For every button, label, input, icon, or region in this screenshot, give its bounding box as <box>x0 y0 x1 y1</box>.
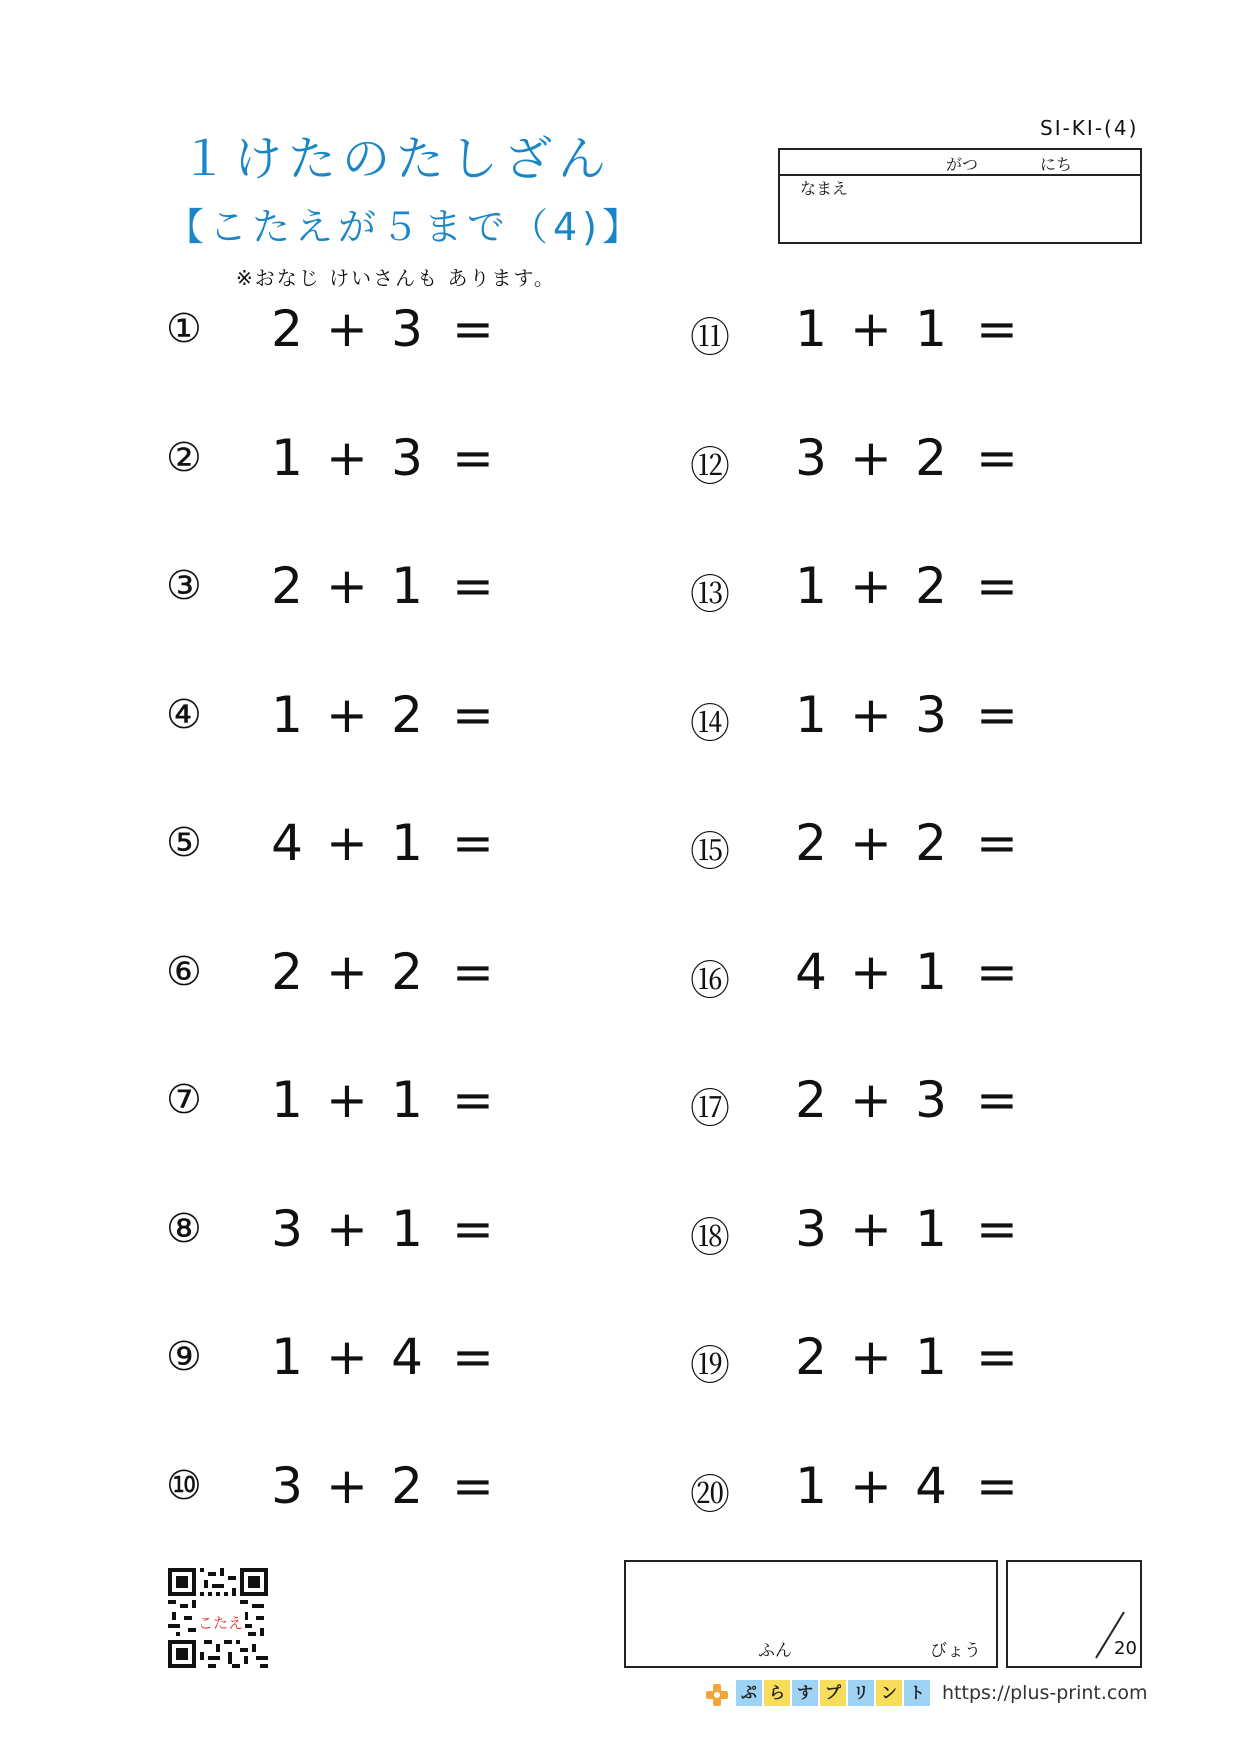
equals-sign: = <box>452 814 494 872</box>
second-addend: 1 <box>915 1328 947 1386</box>
name-label: なまえ <box>800 179 849 198</box>
second-addend: 1 <box>391 1200 423 1258</box>
brand-tile: ら <box>764 1680 790 1706</box>
equals-sign: = <box>452 1200 494 1258</box>
equals-sign: = <box>976 814 1018 872</box>
problem-number: ③ <box>166 563 202 609</box>
plus-sign: + <box>326 429 368 487</box>
first-addend: 3 <box>795 1200 827 1258</box>
brand-tile: プ <box>820 1680 846 1706</box>
score-box[interactable] <box>1006 1560 1142 1668</box>
second-addend: 3 <box>391 429 423 487</box>
equals-sign: = <box>976 943 1018 1001</box>
problem-number: ① <box>166 306 202 352</box>
first-addend: 1 <box>795 1457 827 1515</box>
equals-sign: = <box>976 1200 1018 1258</box>
brand-name-tiles <box>736 1680 932 1706</box>
second-addend: 2 <box>391 943 423 1001</box>
plus-sign: + <box>326 1071 368 1129</box>
equals-sign: = <box>452 1328 494 1386</box>
second-addend: 1 <box>915 943 947 1001</box>
problem-number: ⑫ <box>690 444 730 490</box>
brand-tile: リ <box>848 1680 874 1706</box>
problem-number: ⑦ <box>166 1077 202 1123</box>
plus-sign: + <box>326 686 368 744</box>
time-box[interactable] <box>624 1560 998 1668</box>
problem-number: ⑯ <box>690 958 730 1004</box>
equals-sign: = <box>976 1457 1018 1515</box>
first-addend: 3 <box>271 1200 303 1258</box>
equals-sign: = <box>452 686 494 744</box>
plus-sign: + <box>850 1200 892 1258</box>
first-addend: 2 <box>271 943 303 1001</box>
plus-sign: + <box>326 1200 368 1258</box>
worksheet-code: SI-KI-(4) <box>1040 116 1139 140</box>
second-addend: 1 <box>391 1071 423 1129</box>
plus-sign: + <box>850 943 892 1001</box>
minutes-label: ふん <box>758 1641 792 1661</box>
problem-number: ⑥ <box>166 949 202 995</box>
plus-sign: + <box>326 1328 368 1386</box>
brand-tile: ト <box>904 1680 930 1706</box>
equals-sign: = <box>452 943 494 1001</box>
first-addend: 2 <box>795 814 827 872</box>
worksheet-subtitle: 【こたえが５まで（4)】 <box>166 205 646 249</box>
problem-number: ⑱ <box>690 1215 730 1261</box>
problem-number: ⑬ <box>690 572 730 618</box>
problem-number: ⑩ <box>166 1463 202 1509</box>
first-addend: 1 <box>795 557 827 615</box>
worksheet-title: １けたのたしざん <box>180 131 613 187</box>
equals-sign: = <box>452 557 494 615</box>
problem-number: ⑳ <box>690 1472 730 1518</box>
equals-sign: = <box>452 429 494 487</box>
worksheet-note: ※おなじ けいさんも あります。 <box>236 266 556 290</box>
equals-sign: = <box>976 1071 1018 1129</box>
seconds-label: びょう <box>930 1641 981 1661</box>
second-addend: 2 <box>915 814 947 872</box>
first-addend: 4 <box>795 943 827 1001</box>
equals-sign: = <box>976 300 1018 358</box>
plus-logo-icon <box>704 1682 730 1708</box>
first-addend: 1 <box>795 686 827 744</box>
equals-sign: = <box>452 1071 494 1129</box>
first-addend: 1 <box>271 1071 303 1129</box>
first-addend: 1 <box>271 429 303 487</box>
plus-sign: + <box>326 943 368 1001</box>
plus-sign: + <box>326 814 368 872</box>
problem-number: ⑧ <box>166 1206 202 1252</box>
problem-number: ⑭ <box>690 701 730 747</box>
plus-sign: + <box>850 300 892 358</box>
second-addend: 2 <box>391 686 423 744</box>
plus-sign: + <box>850 429 892 487</box>
plus-sign: + <box>850 1071 892 1129</box>
brand-url[interactable]: https://plus-print.com <box>942 1682 1148 1704</box>
equals-sign: = <box>976 1328 1018 1386</box>
first-addend: 4 <box>271 814 303 872</box>
qr-answer-label: こたえ <box>198 1614 244 1632</box>
plus-sign: + <box>850 686 892 744</box>
second-addend: 2 <box>915 429 947 487</box>
problem-number: ⑲ <box>690 1343 730 1389</box>
first-addend: 3 <box>795 429 827 487</box>
second-addend: 3 <box>391 300 423 358</box>
plus-sign: + <box>850 1457 892 1515</box>
second-addend: 3 <box>915 1071 947 1129</box>
first-addend: 2 <box>271 300 303 358</box>
second-addend: 1 <box>391 557 423 615</box>
second-addend: 2 <box>391 1457 423 1515</box>
second-addend: 1 <box>391 814 423 872</box>
equals-sign: = <box>976 557 1018 615</box>
problem-number: ⑤ <box>166 820 202 866</box>
problem-number: ⑪ <box>690 315 730 361</box>
first-addend: 1 <box>271 1328 303 1386</box>
first-addend: 2 <box>795 1071 827 1129</box>
problem-number: ⑨ <box>166 1334 202 1380</box>
problem-number: ④ <box>166 692 202 738</box>
first-addend: 1 <box>271 686 303 744</box>
second-addend: 1 <box>915 300 947 358</box>
plus-sign: + <box>326 300 368 358</box>
brand-tile: ン <box>876 1680 902 1706</box>
first-addend: 3 <box>271 1457 303 1515</box>
first-addend: 2 <box>795 1328 827 1386</box>
name-date-box[interactable] <box>778 148 1142 244</box>
month-label: がつ <box>946 155 979 174</box>
second-addend: 2 <box>915 557 947 615</box>
problem-number: ② <box>166 435 202 481</box>
first-addend: 2 <box>271 557 303 615</box>
equals-sign: = <box>452 300 494 358</box>
plus-sign: + <box>326 557 368 615</box>
equals-sign: = <box>452 1457 494 1515</box>
problem-number: ⑰ <box>690 1086 730 1132</box>
second-addend: 1 <box>915 1200 947 1258</box>
brand-tile: ぷ <box>736 1680 762 1706</box>
second-addend: 4 <box>915 1457 947 1515</box>
plus-sign: + <box>850 1328 892 1386</box>
equals-sign: = <box>976 429 1018 487</box>
plus-sign: + <box>850 557 892 615</box>
equals-sign: = <box>976 686 1018 744</box>
brand-tile: す <box>792 1680 818 1706</box>
plus-sign: + <box>850 814 892 872</box>
score-total: 20 <box>1114 1638 1137 1659</box>
problem-number: ⑮ <box>690 829 730 875</box>
day-label: にち <box>1040 155 1073 174</box>
second-addend: 4 <box>391 1328 423 1386</box>
plus-sign: + <box>326 1457 368 1515</box>
second-addend: 3 <box>915 686 947 744</box>
first-addend: 1 <box>795 300 827 358</box>
